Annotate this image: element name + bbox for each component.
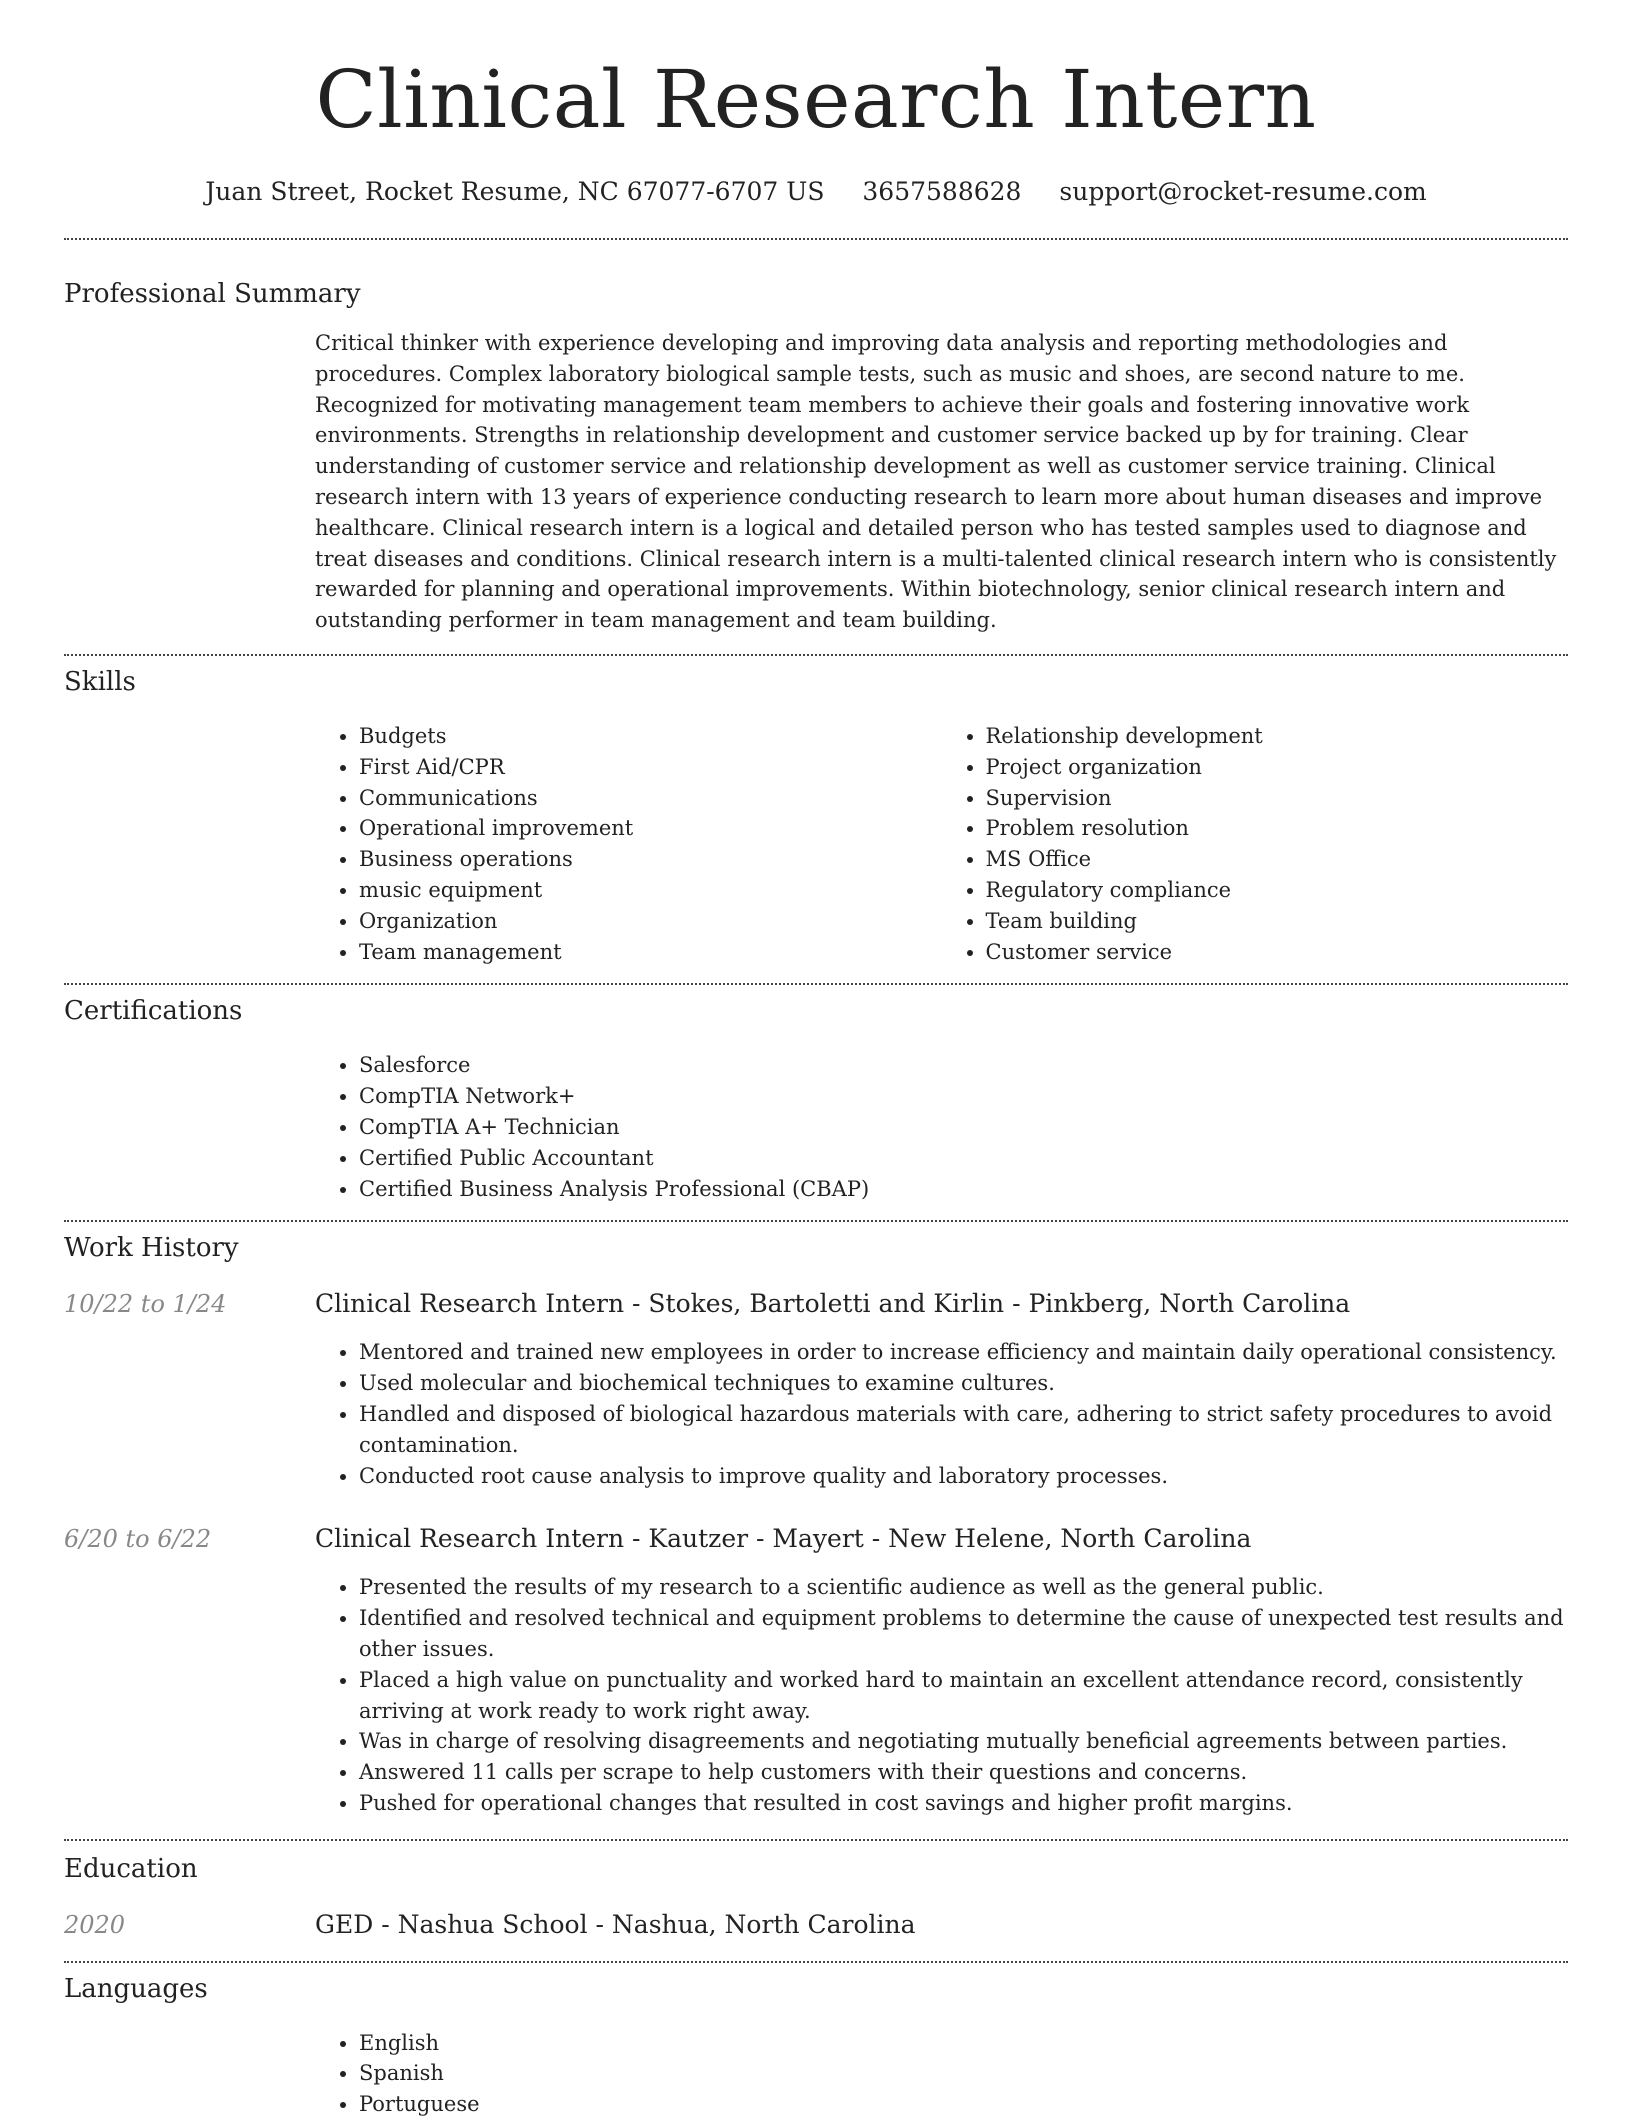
resume-name: Clinical Research Intern (315, 53, 1317, 146)
list-item: • Was in charge of resolving disagreements and negotiating mutually beneficial agreements between parties. (359, 1726, 1568, 1757)
list-item: • MS Office (986, 844, 1569, 875)
list-item: • Problem resolution (986, 813, 1569, 844)
job-bullets (315, 1337, 1568, 1491)
education-section (64, 1841, 1568, 1941)
languages-body (315, 2028, 1568, 2120)
skills-title: Skills (64, 666, 136, 697)
list-item: • Portuguese (359, 2089, 1568, 2120)
certifications-title: Certifications (64, 996, 243, 1027)
education-entry (64, 1909, 1568, 1941)
list-item: • Presented the results of my research to a scientific audience as well as the general public. (359, 1572, 1568, 1603)
summary-section (64, 240, 1568, 636)
job-dates: 10/22 to 1/24 (64, 1290, 227, 1319)
list-item: • Pushed for operational changes that resulted in cost savings and higher profit margins. (359, 1788, 1568, 1819)
list-item: • Operational improvement (359, 813, 942, 844)
list-item: • Salesforce (359, 1050, 1568, 1081)
certifications-list (315, 1050, 1568, 1204)
skills-section (64, 656, 1568, 967)
list-item: • Certified Public Accountant (359, 1143, 1568, 1174)
list-item: • Regulatory compliance (986, 875, 1569, 906)
contact-email[interactable]: support@rocket-resume.com (1059, 177, 1427, 206)
job-heading: Clinical Research Intern - Kautzer - Mayert - New Helene, North Carolina (315, 1524, 1252, 1554)
languages-section (64, 1963, 1568, 2120)
list-item: • Used molecular and biochemical techniques to examine cultures. (359, 1368, 1568, 1399)
work-section (64, 1222, 1568, 1818)
education-content (315, 1909, 1568, 1941)
certifications-section (64, 985, 1568, 1204)
job-bullets (315, 1572, 1568, 1818)
list-item: • Budgets (359, 721, 942, 752)
summary-title: Professional Summary (64, 279, 361, 309)
work-title: Work History (64, 1233, 239, 1264)
list-item: • Team building (986, 906, 1569, 937)
list-item: • Project organization (986, 752, 1569, 783)
list-item: • Communications (359, 783, 942, 814)
skills-list-right (942, 721, 1569, 967)
job-entry (64, 1288, 1568, 1491)
list-item: • Spanish (359, 2058, 1568, 2089)
education-title: Education (64, 1853, 198, 1884)
summary-body (315, 328, 1568, 636)
list-item: • Supervision (986, 783, 1569, 814)
list-item: • English (359, 2028, 1568, 2059)
certifications-body (315, 1050, 1568, 1204)
list-item: • Team management (359, 937, 942, 968)
list-item: • First Aid/CPR (359, 752, 942, 783)
summary-text: Critical thinker with experience developing and improving data analysis and reporting methodologies and procedures. Complex laboratory biological sample tests, such as music and shoes, are second nature to me. Recognized for motivating management team members to achieve their goals and fostering innovative work environments. Strengths in relationship development and customer service backed up by for training. Clear understanding of customer service and relationship development as well as customer service training. Clinical research intern with 13 years of experience conducting research to learn more about human diseases and improve healthcare. Clinical research intern is a logical and detailed person who has tested samples used to diagnose and treat diseases and conditions. Clinical research intern is a multi-talented clinical research intern who is consistently rewarded for planning and operational improvements. Within biotechnology, senior clinical research intern and outstanding performer in team management and team building. (315, 331, 1557, 633)
contact-phone: 3657588628 (862, 177, 1022, 206)
list-item: • Conducted root cause analysis to improve quality and laboratory processes. (359, 1461, 1568, 1492)
skills-columns (315, 721, 1568, 967)
list-item: • Business operations (359, 844, 942, 875)
job-entry (64, 1523, 1568, 1818)
list-item: • Certified Business Analysis Professional (CBAP) (359, 1174, 1568, 1205)
list-item: • CompTIA A+ Technician (359, 1112, 1568, 1143)
list-item: • Mentored and trained new employees in order to increase efficiency and maintain daily operational consistency. (359, 1337, 1568, 1368)
list-item: • Organization (359, 906, 942, 937)
job-dates: 6/20 to 6/22 (64, 1525, 212, 1554)
list-item: • Placed a high value on punctuality and worked hard to maintain an excellent attendance record, consistently arriving at work ready to work right away. (359, 1665, 1568, 1727)
list-item: • CompTIA Network+ (359, 1081, 1568, 1112)
contact-line (64, 176, 1568, 208)
job-content (315, 1288, 1568, 1491)
contact-address: Juan Street, Rocket Resume, NC 67077-6707 US (205, 177, 825, 206)
list-item: • music equipment (359, 875, 942, 906)
skills-list-left (315, 721, 942, 967)
education-heading: GED - Nashua School - Nashua, North Carolina (315, 1909, 916, 1939)
list-item: • Answered 11 calls per scrape to help customers with their questions and concerns. (359, 1757, 1568, 1788)
education-year: 2020 (64, 1910, 126, 1939)
job-content (315, 1523, 1568, 1818)
list-item: • Identified and resolved technical and equipment problems to determine the cause of unexpected test results and other issues. (359, 1603, 1568, 1665)
languages-title: Languages (64, 1973, 208, 2004)
list-item: • Handled and disposed of biological hazardous materials with care, adhering to strict safety procedures to avoid contamination. (359, 1399, 1568, 1461)
languages-list (315, 2028, 1568, 2120)
list-item: • Relationship development (986, 721, 1569, 752)
list-item: • Customer service (986, 937, 1569, 968)
job-heading: Clinical Research Intern - Stokes, Bartoletti and Kirlin - Pinkberg, North Carolina (315, 1289, 1351, 1319)
